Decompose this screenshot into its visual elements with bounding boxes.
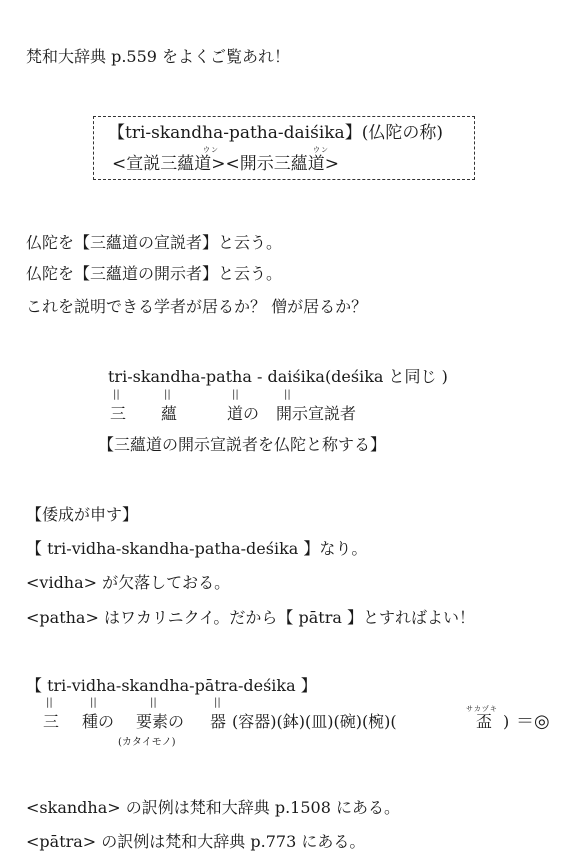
eq-mark: || (214, 697, 221, 708)
breakdown-part: 開示宣説者 (276, 404, 357, 423)
eq-mark: || (164, 389, 171, 400)
proposal-missing: <vidha> が欠落しておる。 (26, 573, 231, 592)
final-term: 【 tri-vidha-skandha-pātra-deśika 】 (26, 676, 317, 695)
statement-3: これを説明できる学者が居るか？ 僧が居るか？ (26, 297, 368, 316)
eq-mark: || (284, 389, 291, 400)
final-part: 種の (82, 712, 115, 731)
ref-skandha: <skandha> の訳例は梵和大辞典 p.1508 にある。 (26, 798, 400, 817)
sakazuki-kanji: 盃 (476, 712, 493, 731)
eq-mark: || (113, 389, 120, 400)
statement-2: 仏陀を【三蘊道の開示者】と云う。 (26, 264, 283, 283)
vessels-list: (容器)(鉢)(皿)(碗)(椀)( (232, 712, 397, 731)
sakazuki-ruby: サカヅキ (466, 705, 498, 713)
breakdown-summary: 【三蘊道の開示宣説者を仏陀と称する】 (98, 435, 387, 454)
kana-annotation: (カタイモノ) (118, 737, 176, 748)
ref-patra: <pātra> の訳例は梵和大辞典 p.773 にある。 (26, 832, 366, 851)
final-part: 要素の (136, 712, 185, 731)
intro-line: 梵和大辞典 p.559 をよくご覧あれ！ (26, 47, 291, 66)
breakdown-part: 道の (227, 404, 260, 423)
close-paren: ) (503, 712, 510, 731)
box-term-line: 【tri-skandha-patha-daiśika】(仏陀の称) (108, 123, 443, 143)
equals-circle: ＝◎ (516, 711, 550, 732)
eq-mark: || (90, 697, 97, 708)
eq-mark: || (46, 697, 53, 708)
eq-mark: || (150, 697, 157, 708)
proposal-note: <patha> はワカリニクイ。だから【 pātra 】とすればよい！ (26, 608, 475, 627)
breakdown-part: 蘊 (161, 404, 178, 423)
proposal-heading: 【倭成が申す】 (26, 505, 139, 524)
statement-1: 仏陀を【三蘊道の宣説者】と云う。 (26, 233, 283, 252)
box-ruby-1: ウン (203, 146, 219, 154)
breakdown-part: 三 (110, 404, 127, 423)
final-part: 器 (210, 712, 227, 731)
proposal-term: 【 tri-vidha-skandha-patha-deśika 】なり。 (26, 539, 368, 558)
eq-mark: || (232, 389, 239, 400)
box-translation-line: <宣説三蘊道><開示三蘊道> (112, 154, 339, 174)
final-part: 三 (43, 712, 60, 731)
box-ruby-2: ウン (313, 146, 329, 154)
breakdown-term: tri-skandha-patha - daiśika(deśika と同じ ) (108, 367, 448, 386)
